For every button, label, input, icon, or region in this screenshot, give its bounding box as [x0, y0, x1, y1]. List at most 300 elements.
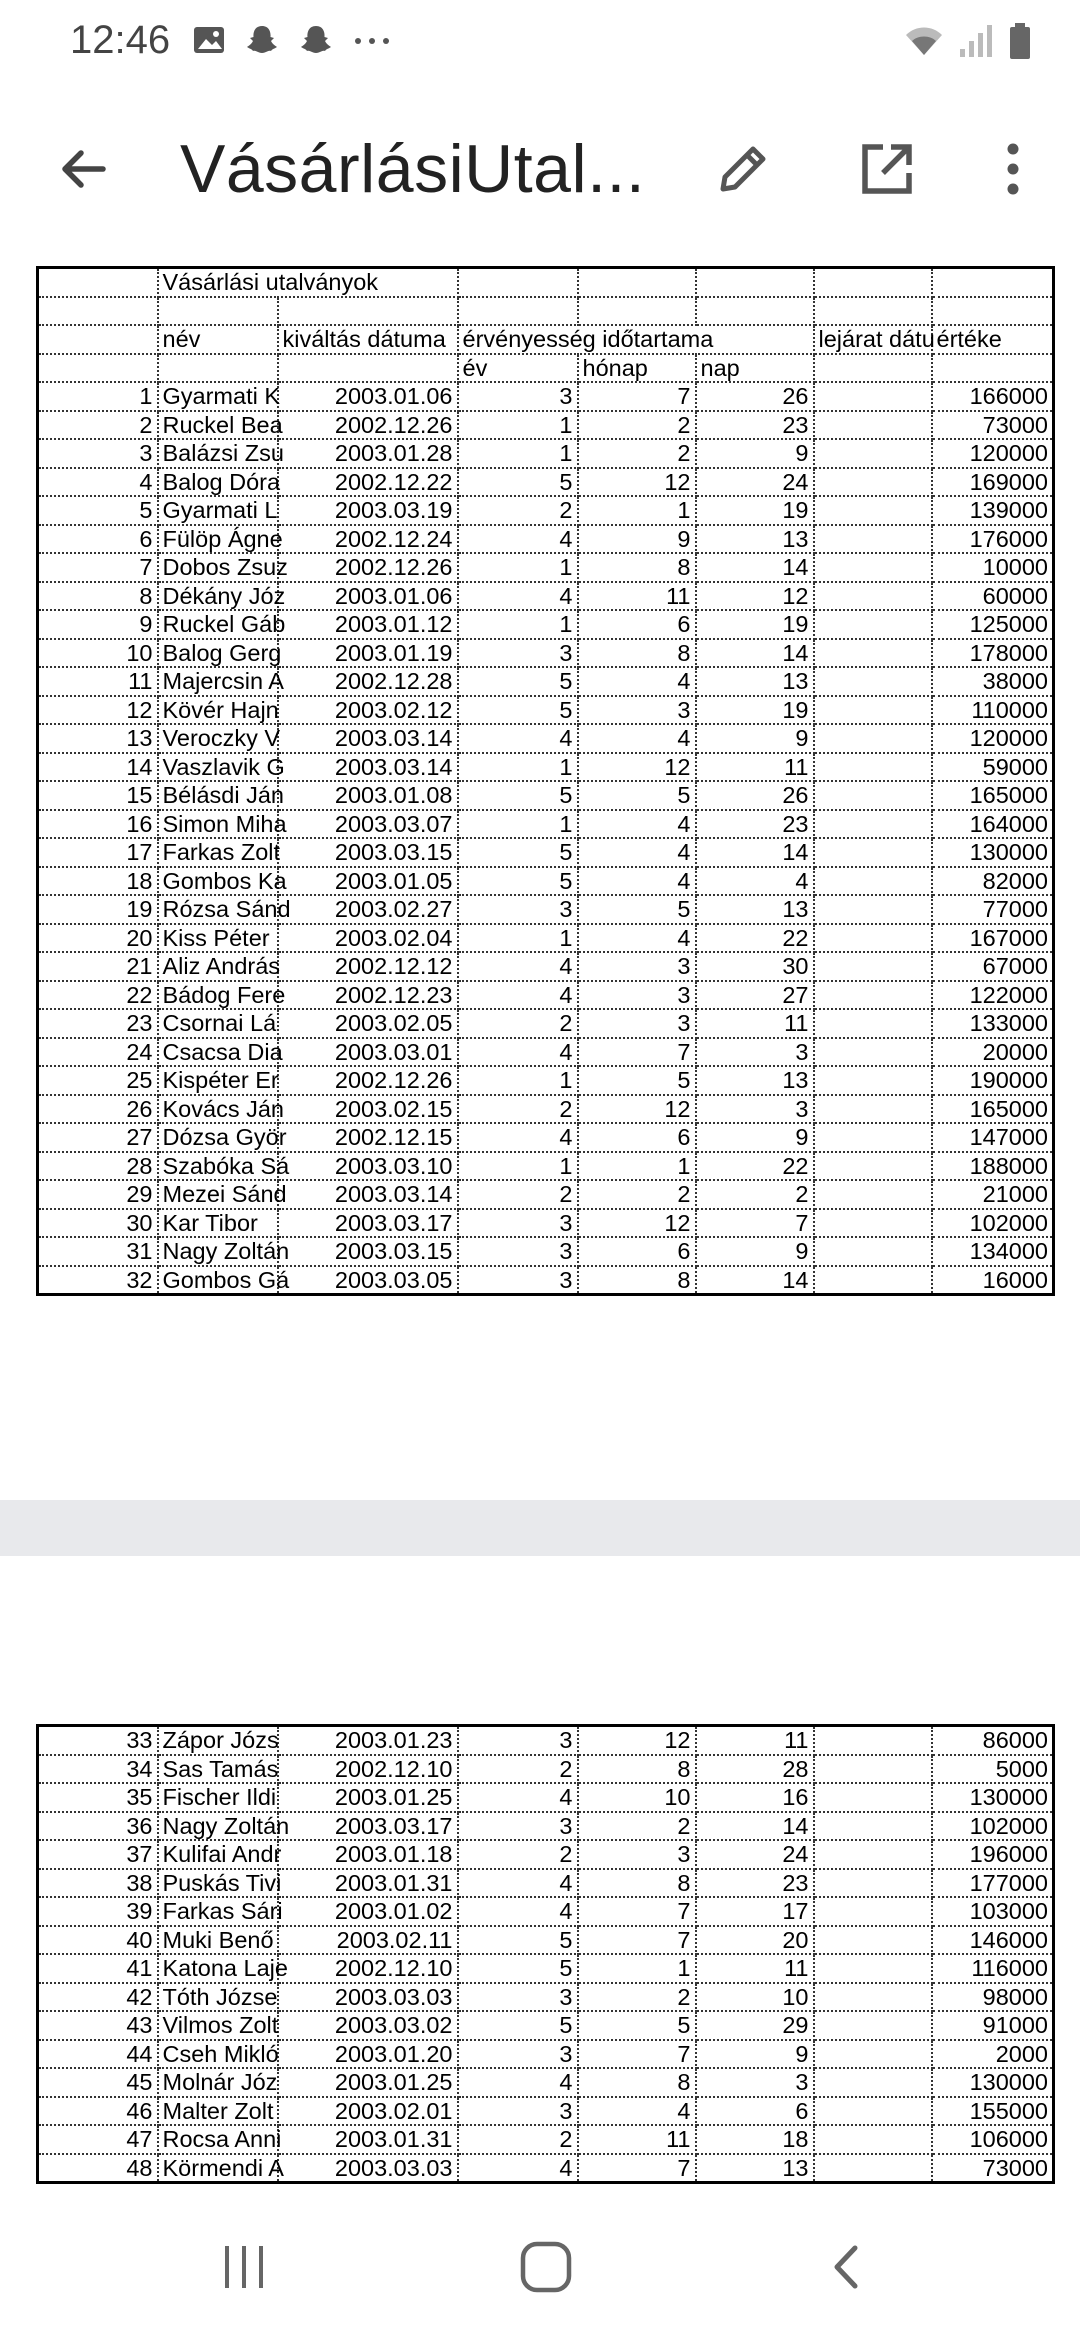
table-cell: 73000 — [932, 411, 1054, 440]
table-cell — [814, 1869, 932, 1898]
table-cell: 147000 — [932, 1123, 1054, 1152]
table-cell: 2003.02.27 — [278, 895, 458, 924]
table-row — [38, 439, 1054, 468]
table-cell: 6 — [578, 1123, 696, 1152]
table-cell: 4 — [578, 2097, 696, 2126]
table-cell: 3 — [696, 2068, 814, 2097]
table-cell: Vilmos Zolt — [158, 2011, 278, 2040]
table-cell: 20 — [38, 924, 158, 953]
table-cell: 110000 — [932, 696, 1054, 725]
table-cell: 4 — [458, 582, 578, 611]
table-row — [38, 981, 1054, 1010]
table-cell: 4 — [458, 1038, 578, 1067]
table-cell: 9 — [696, 1237, 814, 1266]
table-cell: 165000 — [932, 781, 1054, 810]
table-cell: 3 — [458, 1237, 578, 1266]
table-cell: 10000 — [932, 553, 1054, 582]
table-cell: Nagy Zoltán — [158, 1237, 278, 1266]
table-row — [38, 1237, 1054, 1266]
table-cell: Balog Dóra — [158, 468, 278, 497]
table-cell — [814, 1123, 932, 1152]
table-cell: 1 — [38, 382, 158, 411]
table-cell: 1 — [458, 924, 578, 953]
table-cell: 9 — [578, 525, 696, 554]
table-cell: 2003.02.05 — [278, 1009, 458, 1038]
table-row — [38, 2154, 1054, 2183]
table-cell: 21000 — [932, 1180, 1054, 1209]
table-row — [38, 1812, 1054, 1841]
table-cell: 1 — [578, 1152, 696, 1181]
table-cell: Muki Benő — [158, 1926, 278, 1955]
table-cell: 2002.12.24 — [278, 525, 458, 554]
table-cell: 130000 — [932, 838, 1054, 867]
table-row — [38, 2040, 1054, 2069]
table-cell — [814, 2040, 932, 2069]
table-cell: 10 — [38, 639, 158, 668]
table-cell: 23 — [696, 1869, 814, 1898]
table-cell: 102000 — [932, 1209, 1054, 1238]
table-cell: 5000 — [932, 1755, 1054, 1784]
table-cell: 73000 — [932, 2154, 1054, 2183]
table-cell: 13 — [696, 667, 814, 696]
table-cell: 1 — [458, 810, 578, 839]
document-page-2 — [0, 1556, 1080, 2192]
table-cell: Majercsin A — [158, 667, 278, 696]
table-cell: 3 — [458, 1726, 578, 1755]
open-external-icon[interactable] — [842, 124, 932, 214]
table-row — [38, 1123, 1054, 1152]
table-cell: Nagy Zoltán — [158, 1812, 278, 1841]
table-cell — [814, 2097, 932, 2126]
home-icon[interactable] — [486, 2222, 606, 2312]
table-cell: 3 — [458, 639, 578, 668]
table-cell: 7 — [578, 2154, 696, 2183]
table-cell: Dékány Józ — [158, 582, 278, 611]
table-cell: 2003.01.18 — [278, 1840, 458, 1869]
table-cell: 2002.12.23 — [278, 981, 458, 1010]
table-cell: 10 — [696, 1983, 814, 2012]
table-cell: 1 — [578, 496, 696, 525]
document-title: VásárlásiUtal... — [180, 131, 646, 207]
table-row — [38, 781, 1054, 810]
table-cell: Kovács Ján — [158, 1095, 278, 1124]
table-row — [38, 525, 1054, 554]
table-cell — [814, 1180, 932, 1209]
system-icons — [904, 22, 1032, 65]
table-cell — [814, 1954, 932, 1983]
table-row — [38, 468, 1054, 497]
table-cell: Gombos Gá — [158, 1266, 278, 1295]
table-row — [38, 1180, 1054, 1209]
table-cell: 2 — [696, 1180, 814, 1209]
table-cell: 2003.02.11 — [278, 1926, 458, 1955]
table-cell: 130000 — [932, 2068, 1054, 2097]
table-cell: 4 — [458, 2068, 578, 2097]
table-cell: 31 — [38, 1237, 158, 1266]
table-cell: 2 — [578, 1983, 696, 2012]
table-cell: 8 — [578, 1755, 696, 1784]
table-cell: 45 — [38, 2068, 158, 2097]
table-cell: 7 — [578, 382, 696, 411]
table-cell: 18 — [696, 2125, 814, 2154]
table-cell: 9 — [696, 1123, 814, 1152]
table-row — [38, 1095, 1054, 1124]
table-cell: 2000 — [932, 2040, 1054, 2069]
table-cell: Mezei Sánd — [158, 1180, 278, 1209]
table-cell — [814, 1840, 932, 1869]
table-cell: 33 — [38, 1726, 158, 1755]
table-cell — [814, 1812, 932, 1841]
table-cell: 102000 — [932, 1812, 1054, 1841]
table-cell: 2 — [458, 1180, 578, 1209]
table-cell: 5 — [458, 2011, 578, 2040]
table-cell: 106000 — [932, 2125, 1054, 2154]
table-cell: 2003.03.19 — [278, 496, 458, 525]
table-cell: 4 — [578, 924, 696, 953]
table-cell: 177000 — [932, 1869, 1054, 1898]
table-cell: 13 — [696, 525, 814, 554]
table-cell: 164000 — [932, 810, 1054, 839]
table-cell: 14 — [696, 1812, 814, 1841]
table-cell: 12 — [696, 582, 814, 611]
table-cell: Bélásdi Ján — [158, 781, 278, 810]
table-cell: 11 — [696, 1726, 814, 1755]
blank-row — [38, 297, 1054, 326]
table-cell: 34 — [38, 1755, 158, 1784]
table-cell: Dózsa Györ — [158, 1123, 278, 1152]
table-cell: 2003.01.06 — [278, 382, 458, 411]
table-cell: 14 — [696, 639, 814, 668]
table-cell: Fülöp Ágne — [158, 525, 278, 554]
table-cell: 2 — [458, 1009, 578, 1038]
table-cell: Kiss Péter — [158, 924, 278, 953]
table-cell — [814, 1926, 932, 1955]
table-cell: 32 — [38, 1266, 158, 1295]
table-cell: 2003.01.05 — [278, 867, 458, 896]
table-cell: 60000 — [932, 582, 1054, 611]
table-cell: 4 — [458, 952, 578, 981]
table-cell: 4 — [458, 981, 578, 1010]
table-cell: 2003.01.08 — [278, 781, 458, 810]
table-cell: 12 — [578, 468, 696, 497]
table-cell: 103000 — [932, 1897, 1054, 1926]
table-cell — [814, 1152, 932, 1181]
table-cell — [814, 1726, 932, 1755]
table-row — [38, 2068, 1054, 2097]
table-cell: 11 — [578, 582, 696, 611]
table-cell — [814, 1266, 932, 1295]
app-bar — [0, 84, 1080, 257]
table-cell: 26 — [696, 781, 814, 810]
table-cell: 165000 — [932, 1095, 1054, 1124]
table-cell: 48 — [38, 2154, 158, 2183]
table-cell: 120000 — [932, 439, 1054, 468]
table-cell — [814, 1209, 932, 1238]
table-cell: Tóth Józse — [158, 1983, 278, 2012]
table-cell: 4 — [458, 2154, 578, 2183]
table-cell — [814, 2154, 932, 2183]
page-separator — [0, 1500, 1080, 1556]
table-cell: 2003.02.04 — [278, 924, 458, 953]
table-cell: Puskás Tivi — [158, 1869, 278, 1898]
table-cell — [814, 1897, 932, 1926]
table-row — [38, 382, 1054, 411]
table-cell: 4 — [458, 1783, 578, 1812]
table-row — [38, 1783, 1054, 1812]
table-row — [38, 2125, 1054, 2154]
table-cell: 40 — [38, 1926, 158, 1955]
table-cell — [814, 838, 932, 867]
table-cell: 38000 — [932, 667, 1054, 696]
table-cell: 2 — [578, 439, 696, 468]
table-cell: 3 — [578, 696, 696, 725]
table-cell: 4 — [38, 468, 158, 497]
table-cell: 27 — [38, 1123, 158, 1152]
table-cell — [814, 582, 932, 611]
table-cell: 1 — [458, 411, 578, 440]
table-cell: 130000 — [932, 1783, 1054, 1812]
table-cell: 5 — [458, 667, 578, 696]
table-cell: Balázsi Zsu — [158, 439, 278, 468]
table-cell: 3 — [458, 1266, 578, 1295]
table-cell: 8 — [578, 1869, 696, 1898]
table-cell: 24 — [696, 1840, 814, 1869]
table-cell: 2003.03.15 — [278, 838, 458, 867]
table-cell: 4 — [578, 838, 696, 867]
table-row — [38, 952, 1054, 981]
table-cell: 2002.12.15 — [278, 1123, 458, 1152]
table-row — [38, 1726, 1054, 1755]
table-cell: Farkas Zolt — [158, 838, 278, 867]
table-cell: 1 — [458, 553, 578, 582]
table-cell: 17 — [696, 1897, 814, 1926]
table-cell: 16 — [38, 810, 158, 839]
back-nav-icon[interactable] — [788, 2222, 908, 2312]
table-cell: Gyarmati K — [158, 382, 278, 411]
table-cell: 2 — [458, 1840, 578, 1869]
table-cell: Balog Gerg — [158, 639, 278, 668]
table-cell: 9 — [696, 724, 814, 753]
table-cell: Fischer Ildi — [158, 1783, 278, 1812]
table-cell — [814, 696, 932, 725]
table-row — [38, 1983, 1054, 2012]
table-cell: 3 — [458, 1812, 578, 1841]
table-cell: 134000 — [932, 1237, 1054, 1266]
table-cell — [814, 952, 932, 981]
table-cell: 29 — [38, 1180, 158, 1209]
table-cell: 4 — [458, 1123, 578, 1152]
table-cell: 8 — [38, 582, 158, 611]
table-cell — [814, 2068, 932, 2097]
table-cell: 2003.03.15 — [278, 1237, 458, 1266]
table-cell — [814, 496, 932, 525]
table-cell: 1 — [578, 1954, 696, 1983]
table-cell: 2003.02.15 — [278, 1095, 458, 1124]
table-cell — [814, 639, 932, 668]
table-cell: 44 — [38, 2040, 158, 2069]
table-row — [38, 724, 1054, 753]
pencil-icon[interactable] — [698, 124, 788, 214]
table-cell: 120000 — [932, 724, 1054, 753]
table-cell: 176000 — [932, 525, 1054, 554]
table-cell: 8 — [578, 1266, 696, 1295]
table-row — [38, 1926, 1054, 1955]
back-arrow-icon[interactable] — [38, 124, 128, 214]
table-row — [38, 1755, 1054, 1784]
table-cell: 20 — [696, 1926, 814, 1955]
recent-apps-icon[interactable] — [184, 2222, 304, 2312]
table-cell: 13 — [38, 724, 158, 753]
table-cell: 11 — [578, 2125, 696, 2154]
table-cell: 1 — [458, 439, 578, 468]
table-cell: Ruckel Gáb — [158, 610, 278, 639]
notification-icons — [192, 22, 392, 63]
table-cell: Gombos Ka — [158, 867, 278, 896]
table-cell: 190000 — [932, 1066, 1054, 1095]
table-cell: Katona Laje — [158, 1954, 278, 1983]
table-cell: 2003.03.03 — [278, 1983, 458, 2012]
wifi-icon — [904, 23, 944, 64]
table-cell: 3 — [458, 1209, 578, 1238]
table-row — [38, 411, 1054, 440]
table-cell: 4 — [578, 667, 696, 696]
more-vert-icon[interactable] — [968, 124, 1058, 214]
table-row — [38, 1038, 1054, 1067]
table-cell: 2002.12.10 — [278, 1755, 458, 1784]
table-cell: 20000 — [932, 1038, 1054, 1067]
table-cell — [814, 411, 932, 440]
table-cell — [814, 1755, 932, 1784]
table-cell: 47 — [38, 2125, 158, 2154]
table-cell: 28 — [696, 1755, 814, 1784]
table-cell: 11 — [38, 667, 158, 696]
header-day: nap — [696, 354, 814, 383]
table-cell: 2003.01.25 — [278, 1783, 458, 1812]
table-cell: 5 — [458, 838, 578, 867]
table-cell: 28 — [38, 1152, 158, 1181]
table-cell — [814, 610, 932, 639]
table-cell: 2003.03.10 — [278, 1152, 458, 1181]
table-row — [38, 639, 1054, 668]
table-cell: 27 — [696, 981, 814, 1010]
table-cell: 43 — [38, 2011, 158, 2040]
table-cell: 2003.03.05 — [278, 1266, 458, 1295]
table-cell: 7 — [578, 1897, 696, 1926]
table-cell: 3 — [696, 1038, 814, 1067]
table-row — [38, 838, 1054, 867]
table-cell: Bádog Fere — [158, 981, 278, 1010]
table-cell — [814, 553, 932, 582]
table-cell: 139000 — [932, 496, 1054, 525]
table-cell: 13 — [696, 895, 814, 924]
table-cell: 14 — [696, 838, 814, 867]
table-cell: 12 — [578, 1726, 696, 1755]
table-cell: 2003.03.14 — [278, 1180, 458, 1209]
header-validity: érvényesség időtartama — [458, 325, 814, 354]
table-row — [38, 496, 1054, 525]
table-cell: 82000 — [932, 867, 1054, 896]
table-cell: 38 — [38, 1869, 158, 1898]
table-cell: 37 — [38, 1840, 158, 1869]
table-cell: 8 — [578, 553, 696, 582]
table-cell: 25 — [38, 1066, 158, 1095]
table-cell: 2003.01.31 — [278, 2125, 458, 2154]
table-row — [38, 753, 1054, 782]
header-month: hónap — [578, 354, 696, 383]
table-row — [38, 1869, 1054, 1898]
table-cell: 22 — [696, 1152, 814, 1181]
table-cell: 24 — [696, 468, 814, 497]
table-cell: 11 — [696, 1954, 814, 1983]
table-cell: 29 — [696, 2011, 814, 2040]
table-cell: 1 — [458, 1152, 578, 1181]
table-cell — [814, 382, 932, 411]
header-value: értéke — [932, 325, 1054, 354]
table-cell: 67000 — [932, 952, 1054, 981]
table-cell: 2002.12.26 — [278, 411, 458, 440]
table-cell: 3 — [578, 952, 696, 981]
table-cell: 41 — [38, 1954, 158, 1983]
table-cell: 2003.01.12 — [278, 610, 458, 639]
table-row — [38, 2097, 1054, 2126]
table-cell: Simon Miha — [158, 810, 278, 839]
system-nav-bar — [0, 2192, 1080, 2340]
table-cell: 11 — [696, 753, 814, 782]
table-cell: 5 — [38, 496, 158, 525]
table-cell: Farkas Sári — [158, 1897, 278, 1926]
table-cell: Malter Zolt — [158, 2097, 278, 2126]
table-cell: 169000 — [932, 468, 1054, 497]
table-cell: 2 — [578, 1180, 696, 1209]
table-cell: 2002.12.26 — [278, 553, 458, 582]
table-cell: 5 — [578, 1066, 696, 1095]
table-cell: 3 — [578, 1840, 696, 1869]
table-cell: 2003.01.25 — [278, 2068, 458, 2097]
table-cell: Kispéter Er — [158, 1066, 278, 1095]
table-cell: 7 — [696, 1209, 814, 1238]
table-cell: 122000 — [932, 981, 1054, 1010]
snapchat-icon — [298, 22, 334, 63]
table-cell: 7 — [578, 1926, 696, 1955]
document-page-1 — [0, 256, 1080, 1500]
table-cell: 6 — [38, 525, 158, 554]
table-cell: 39 — [38, 1897, 158, 1926]
table-cell: Aliz András — [158, 952, 278, 981]
table-row — [38, 895, 1054, 924]
spreadsheet-table-page-1 — [36, 266, 1055, 1296]
table-cell: Cseh Mikló — [158, 2040, 278, 2069]
table-cell: 8 — [578, 639, 696, 668]
battery-icon — [1008, 22, 1032, 65]
table-cell: 4 — [696, 867, 814, 896]
table-cell: 1 — [458, 1066, 578, 1095]
table-cell: 24 — [38, 1038, 158, 1067]
table-cell: 2003.01.20 — [278, 2040, 458, 2069]
table-cell: 22 — [696, 924, 814, 953]
table-cell — [814, 924, 932, 953]
table-cell: 21 — [38, 952, 158, 981]
table-cell: 36 — [38, 1812, 158, 1841]
table-cell — [814, 2011, 932, 2040]
table-cell: 155000 — [932, 2097, 1054, 2126]
table-cell: 19 — [696, 610, 814, 639]
table-cell: Sas Tamás — [158, 1755, 278, 1784]
table-cell: Molnár Józ — [158, 2068, 278, 2097]
table-cell: 3 — [458, 2040, 578, 2069]
table-cell: 2003.03.14 — [278, 753, 458, 782]
table-cell: 2 — [38, 411, 158, 440]
table-cell: 3 — [458, 382, 578, 411]
